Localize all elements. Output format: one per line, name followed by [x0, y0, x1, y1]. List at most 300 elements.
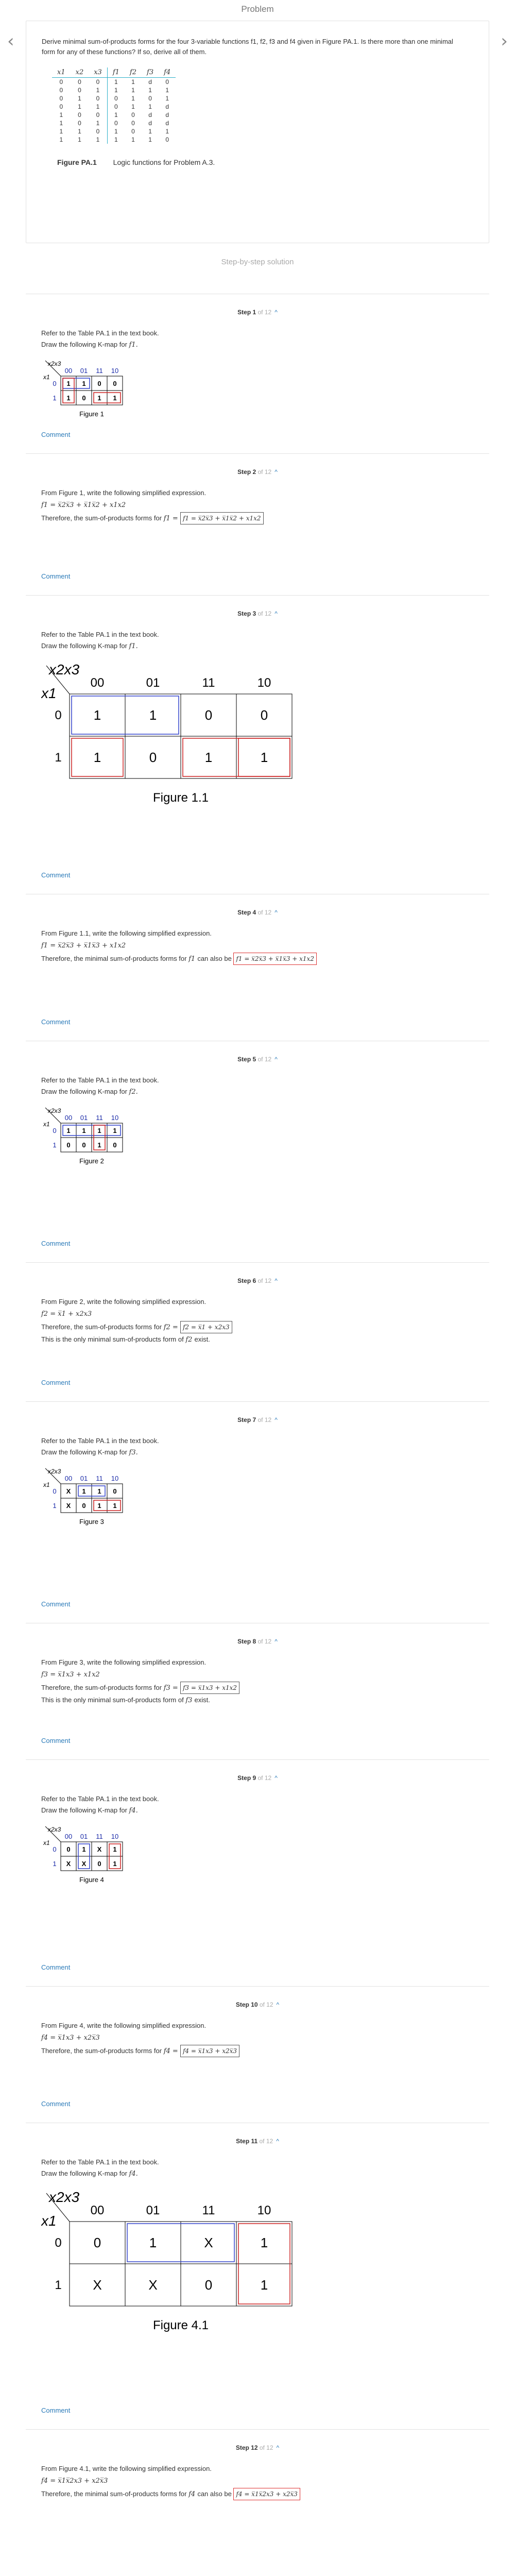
k-map-col-variable: x1: [43, 1121, 50, 1128]
k-map-col-label: 10: [257, 2204, 271, 2217]
step-count: of 12: [256, 468, 272, 476]
truth-table-cell: d: [148, 111, 152, 118]
k-map-cell: 0: [97, 380, 101, 387]
step-count: of 12: [256, 309, 272, 316]
k-map-col-label: 10: [111, 1833, 119, 1840]
comment-link[interactable]: Comment: [41, 1600, 71, 1608]
k-map-container: [41, 1464, 474, 1531]
step-number: Step 2: [237, 468, 256, 476]
step-count: of 12: [256, 1638, 272, 1645]
step-header[interactable]: [41, 2444, 474, 2451]
collapse-chevron-icon[interactable]: ^: [274, 1416, 278, 1423]
k-map-cell: 1: [113, 1845, 117, 1853]
step-instruction: Therefore, the sum-of-products forms for f1 = f1 = x̅2x̅3 + x̅1x̅2 + x1x2: [41, 512, 474, 524]
step-instruction: From Figure 4.1, write the following simplified expression.: [41, 2465, 212, 2472]
step-text: exist.: [194, 1696, 210, 1704]
truth-table-cell: 0: [78, 111, 81, 118]
truth-table-cell: 0: [59, 95, 63, 102]
step-card: [26, 2123, 489, 2429]
step-text: exist.: [194, 1335, 210, 1343]
step-header[interactable]: [41, 909, 474, 916]
truth-table-cell: 0: [107, 94, 125, 103]
k-map-col-label: 11: [96, 1833, 103, 1840]
k-map: [41, 357, 138, 420]
function-name: f4 =: [163, 2047, 180, 2055]
step-card: [26, 2429, 489, 2576]
step-header[interactable]: [41, 1416, 474, 1423]
truth-table-cell: 1: [107, 135, 125, 144]
k-map-col-variable: x1: [43, 1481, 50, 1488]
k-map-cell: 1: [82, 1845, 86, 1853]
k-map-row-label: 1: [55, 2278, 62, 2292]
step-header[interactable]: [41, 1774, 474, 1782]
truth-table-cell: 0: [78, 87, 81, 94]
step-header[interactable]: [41, 610, 474, 617]
function-name: f3 =: [163, 1684, 180, 1692]
k-map-col-variable: x1: [41, 685, 57, 701]
truth-table-row: [52, 103, 176, 111]
collapse-chevron-icon[interactable]: ^: [276, 2001, 280, 2008]
k-map-col-variable: x1: [41, 2213, 57, 2229]
truth-table-cell: 0: [59, 78, 63, 86]
simplified-expression: f3 = x̅1x3 + x1x2: [41, 1671, 100, 1679]
truth-table-header: x2: [71, 67, 89, 78]
k-map-cell: 1: [66, 380, 71, 387]
previous-arrow-icon[interactable]: ‹: [7, 31, 14, 52]
step-card: [26, 1759, 489, 1986]
k-map-col-label: 10: [111, 367, 119, 375]
step-card: [26, 1401, 489, 1623]
step-header[interactable]: [41, 309, 474, 316]
truth-table-cell: d: [148, 120, 152, 127]
k-map-cell: 1: [66, 394, 71, 402]
truth-table-cell: 0: [96, 78, 100, 86]
k-map-cell: 1: [113, 394, 117, 402]
k-map-cell: 1: [113, 1860, 117, 1868]
k-map-cell: X: [93, 2277, 102, 2293]
k-map: [41, 1104, 138, 1167]
comment-link[interactable]: Comment: [41, 1240, 71, 1247]
k-map-col-label: 11: [96, 1475, 103, 1482]
figure-title: Logic functions for Problem A.3.: [113, 158, 215, 166]
step-instruction: Therefore, the minimal sum-of-products forms for f4 can also be f4 = x̅1x̅2x3 + x2x̅3: [41, 2488, 474, 2500]
function-name: f2.: [129, 1088, 138, 1096]
truth-table: [52, 67, 176, 144]
k-map-cell: 0: [204, 707, 213, 723]
step-text: can also be: [197, 2490, 234, 2498]
step-card: [26, 453, 489, 595]
simplified-expression: f1 = x̅2x̅3 + x̅1x̅2 + x1x2: [41, 501, 126, 509]
simplified-expression: f4 = x̅1x3 + x2x̅3: [41, 2034, 100, 2042]
k-map-cell: 0: [260, 707, 268, 723]
k-map: [41, 658, 307, 809]
truth-table-cell: d: [148, 78, 152, 86]
function-name: f4.: [129, 2170, 138, 2178]
truth-table-row: [52, 135, 176, 144]
k-map-col-label: 01: [80, 1833, 88, 1840]
comment-link[interactable]: Comment: [41, 871, 71, 879]
step-count: of 12: [258, 2001, 273, 2008]
k-map-cell: 1: [82, 1127, 86, 1134]
step-header[interactable]: [41, 2001, 474, 2008]
truth-table-cell: 1: [78, 95, 81, 102]
page-header: Problem: [241, 4, 274, 14]
truth-table-header: f4: [159, 67, 176, 78]
step-text: can also be: [197, 955, 234, 962]
comment-link[interactable]: Comment: [41, 572, 71, 580]
collapse-chevron-icon[interactable]: ^: [276, 2138, 279, 2145]
k-map-row-label: 0: [55, 708, 62, 722]
k-map-col-label: 00: [64, 1475, 73, 1482]
step-instruction: Therefore, the minimal sum-of-products forms for f1 can also be f1 = x̅2x̅3 + x̅1x̅3 + x1x2: [41, 953, 474, 965]
collapse-chevron-icon[interactable]: ^: [274, 1277, 278, 1284]
function-name: f1.: [129, 341, 138, 349]
truth-table-cell: 0: [78, 120, 81, 127]
k-map-cell: 0: [82, 1141, 86, 1149]
truth-table-cell: 1: [107, 78, 125, 87]
truth-table-cell: 0: [59, 87, 63, 94]
k-map-col-label: 10: [111, 1114, 119, 1122]
truth-table-cell: 0: [148, 95, 152, 102]
step-instruction: Draw the following K-map for f3.: [41, 1448, 138, 1456]
truth-table-cell: 1: [131, 95, 135, 102]
step-number: Step 3: [237, 610, 256, 617]
collapse-chevron-icon[interactable]: ^: [274, 309, 278, 316]
step-instruction: From Figure 2, write the following simplified expression.: [41, 1298, 207, 1306]
step-card: [26, 1041, 489, 1262]
k-map-col-label: 11: [202, 2204, 215, 2217]
problem-text: Derive minimal sum-of-products forms for the four 3-variable functions f1, f2, f3 and f4 given in Figure PA.1. Is there more than one minimal form for any of these functions? If so, derive all of them.: [42, 38, 453, 56]
truth-table-cell: 0: [131, 111, 135, 118]
simplified-expression: f2 = x̅1 + x2x3: [41, 1310, 92, 1318]
k-map-cell: X: [81, 1860, 87, 1868]
function-name: f3: [185, 1697, 195, 1704]
step-instruction: Draw the following K-map for f2.: [41, 1088, 138, 1096]
k-map-cell: 0: [113, 1141, 117, 1149]
comment-link[interactable]: Comment: [41, 2100, 71, 2108]
answer-box: f1 = x̅2x̅3 + x̅1x̅3 + x1x2: [233, 953, 317, 965]
step-count: of 12: [256, 909, 272, 916]
truth-table-row: [52, 127, 176, 135]
step-number: Step 5: [237, 1056, 256, 1063]
step-count: of 12: [256, 1056, 272, 1063]
truth-table-cell: 1: [59, 111, 63, 118]
truth-table-header: f1: [107, 67, 125, 78]
step-instruction: From Figure 1.1, write the following simplified expression.: [41, 929, 212, 937]
step-number: Step 11: [236, 2138, 258, 2145]
k-map-row-label: 0: [53, 1127, 57, 1134]
k-map-row-label: 1: [53, 394, 57, 402]
step-header[interactable]: [41, 2138, 474, 2145]
truth-table-cell: 0: [131, 128, 135, 135]
k-map-cell: 1: [149, 707, 157, 723]
function-name: f1 =: [163, 515, 180, 522]
truth-table-cell: 1: [148, 103, 152, 110]
k-map-cell: 0: [113, 1487, 117, 1495]
step-header[interactable]: [41, 468, 474, 476]
step-count: of 12: [256, 1416, 272, 1423]
k-map-col-variable: x1: [43, 1839, 50, 1846]
k-map-caption: Figure 4.1: [152, 2318, 209, 2332]
step-instruction: Draw the following K-map for f1.: [41, 642, 138, 650]
k-map-cell: 0: [66, 1141, 71, 1149]
function-name: f1: [188, 955, 198, 963]
comment-link[interactable]: Comment: [41, 1379, 71, 1386]
answer-box: f1 = x̅2x̅3 + x̅1x̅2 + x1x2: [180, 512, 264, 524]
truth-table-cell: 0: [59, 103, 63, 110]
truth-table-cell: 1: [165, 128, 169, 135]
truth-table-cell: 1: [131, 87, 135, 94]
comment-link[interactable]: Comment: [41, 1963, 71, 1971]
k-map-cell: 1: [97, 1502, 101, 1510]
truth-table-cell: 1: [96, 120, 100, 127]
step-instruction: Therefore, the sum-of-products forms for f2 = f2 = x̅1 + x2x3: [41, 1321, 474, 1333]
k-map: [41, 1464, 138, 1528]
k-map-row-label: 0: [55, 2236, 62, 2250]
k-map-col-label: 11: [96, 1114, 103, 1122]
simplified-expression: f4 = x̅1x̅2x3 + x2x̅3: [41, 2477, 108, 2485]
k-map-cell: 1: [97, 1487, 101, 1495]
k-map-cell: 1: [66, 1127, 71, 1134]
step-count: of 12: [256, 1774, 272, 1782]
k-map-cell: X: [66, 1487, 71, 1495]
k-map-row-label: 0: [53, 1845, 57, 1853]
k-map-cell: 1: [82, 380, 86, 387]
step-instruction: This is the only minimal sum-of-products form of f2 exist.: [41, 1335, 210, 1344]
truth-table-cell: 1: [59, 136, 63, 143]
collapse-chevron-icon[interactable]: ^: [276, 2444, 280, 2451]
truth-table-cell: 1: [78, 103, 81, 110]
k-map-cell: X: [66, 1502, 71, 1510]
k-map-row-variable: x2x3: [48, 1826, 61, 1833]
k-map-cell: 1: [260, 2277, 268, 2293]
truth-table-cell: 0: [78, 78, 81, 86]
truth-table-cell: 0: [96, 128, 100, 135]
truth-table-cell: 0: [107, 119, 125, 127]
k-map-cell: X: [204, 2235, 213, 2250]
k-map-col-label: 00: [64, 1114, 73, 1122]
step-number: Step 12: [235, 2444, 258, 2451]
k-map-cell: 1: [97, 1141, 101, 1149]
truth-table-row: [52, 78, 176, 87]
step-instruction: Refer to the Table PA.1 in the text book.: [41, 1076, 159, 1084]
k-map-cell: 0: [82, 1502, 86, 1510]
k-map-row-variable: x2x3: [49, 662, 80, 677]
step-instruction: Draw the following K-map for f1.: [41, 341, 138, 349]
k-map-col-label: 01: [80, 367, 88, 375]
k-map-cell: X: [97, 1845, 102, 1853]
truth-table-cell: 1: [59, 128, 63, 135]
step-count: of 12: [258, 2138, 273, 2145]
truth-table-header: f3: [142, 67, 159, 78]
truth-table-cell: 1: [96, 87, 100, 94]
step-number: Step 7: [237, 1416, 256, 1423]
step-count: of 12: [256, 610, 272, 617]
truth-table-row: [52, 111, 176, 119]
truth-table-cell: 1: [131, 136, 135, 143]
k-map-cell: 1: [260, 750, 268, 765]
step-card: [26, 1262, 489, 1401]
step-number: Step 10: [235, 2001, 258, 2008]
truth-table-header: x3: [89, 67, 107, 78]
truth-table-cell: 1: [148, 136, 152, 143]
truth-table-cell: 0: [107, 103, 125, 111]
answer-box: f3 = x̅1x3 + x1x2: [180, 1682, 239, 1694]
collapse-chevron-icon[interactable]: ^: [274, 610, 278, 617]
comment-link[interactable]: Comment: [41, 2406, 71, 2414]
k-map-cell: 0: [113, 380, 117, 387]
step-instruction: This is the only minimal sum-of-products form of f3 exist.: [41, 1696, 210, 1704]
truth-table-cell: 1: [78, 136, 81, 143]
step-instruction: Refer to the Table PA.1 in the text book.: [41, 2158, 159, 2166]
k-map-cell: 1: [260, 2235, 268, 2250]
k-map-cell: 1: [113, 1502, 117, 1510]
k-map-cell: 1: [113, 1127, 117, 1134]
truth-table-row: [52, 94, 176, 103]
k-map-container: [41, 1822, 474, 1889]
k-map-caption: Figure 3: [79, 1518, 104, 1526]
step-header[interactable]: [41, 1638, 474, 1645]
k-map-caption: Figure 4: [79, 1876, 104, 1884]
k-map-row-label: 1: [55, 751, 62, 765]
truth-table-cell: 1: [96, 103, 100, 110]
k-map: [41, 2185, 307, 2337]
collapse-chevron-icon[interactable]: ^: [274, 909, 278, 916]
answer-box: f4 = x̅1x̅2x3 + x2x̅3: [233, 2488, 300, 2500]
k-map-container: [41, 658, 474, 812]
step-card: [26, 894, 489, 1041]
k-map-caption: Figure 2: [79, 1157, 104, 1165]
truth-table-cell: 0: [131, 120, 135, 127]
truth-table-header: x1: [52, 67, 71, 78]
step-instruction: From Figure 1, write the following simplified expression.: [41, 489, 207, 497]
k-map-col-label: 00: [90, 2204, 105, 2217]
function-name: f2: [185, 1336, 195, 1344]
truth-table-cell: 0: [96, 95, 100, 102]
k-map-container: [41, 357, 474, 423]
truth-table-row: [52, 86, 176, 94]
k-map-col-label: 01: [80, 1114, 88, 1122]
truth-table-cell: 1: [148, 87, 152, 94]
k-map-caption: Figure 1.1: [152, 791, 209, 805]
k-map-col-label: 11: [202, 676, 215, 690]
figure-caption: [57, 158, 473, 166]
k-map-cell: 1: [97, 1127, 101, 1134]
step-number: Step 9: [237, 1774, 256, 1782]
truth-table-cell: 0: [96, 111, 100, 118]
step-instruction: Draw the following K-map for f4.: [41, 2170, 138, 2178]
step-instruction: Refer to the Table PA.1 in the text book.: [41, 1795, 159, 1803]
k-map-cell: 0: [149, 750, 157, 765]
truth-table-cell: 1: [78, 128, 81, 135]
truth-table-cell: 1: [107, 127, 125, 135]
comment-link[interactable]: Comment: [41, 431, 71, 438]
function-name: f4.: [129, 1807, 138, 1815]
figure-label: Figure PA.1: [57, 158, 97, 166]
truth-table-cell: 1: [165, 87, 169, 94]
truth-table-header: f2: [125, 67, 142, 78]
k-map-row-label: 0: [53, 1487, 57, 1495]
truth-table-row: [52, 119, 176, 127]
collapse-chevron-icon[interactable]: ^: [274, 1638, 278, 1645]
function-name: f4: [188, 2490, 198, 2498]
k-map-row-label: 0: [53, 380, 57, 387]
simplified-expression: f1 = x̅2x̅3 + x̅1x̅3 + x1x2: [41, 942, 126, 950]
k-map-col-label: 00: [64, 367, 73, 375]
step-header[interactable]: [41, 1056, 474, 1063]
collapse-chevron-icon[interactable]: ^: [274, 1774, 278, 1782]
step-instruction: Therefore, the sum-of-products forms for f3 = f3 = x̅1x3 + x1x2: [41, 1682, 474, 1694]
next-arrow-icon[interactable]: ›: [501, 31, 508, 52]
comment-link[interactable]: Comment: [41, 1018, 71, 1026]
k-map-cell: 0: [93, 2235, 101, 2250]
step-instruction: Refer to the Table PA.1 in the text book.: [41, 631, 159, 638]
solution-title: Step-by-step solution: [221, 258, 294, 266]
k-map-caption: Figure 1: [79, 410, 104, 418]
truth-table-cell: 0: [165, 136, 169, 143]
truth-table-cell: d: [165, 111, 169, 118]
step-number: Step 4: [237, 909, 256, 916]
k-map-row-variable: x2x3: [48, 1468, 61, 1475]
k-map-row-variable: x2x3: [49, 2189, 80, 2205]
truth-table-cell: 1: [96, 136, 100, 143]
comment-link[interactable]: Comment: [41, 1737, 71, 1744]
k-map-row-label: 1: [53, 1141, 57, 1149]
truth-table-cell: 1: [131, 78, 135, 86]
step-instruction: Therefore, the sum-of-products forms for f4 = f4 = x̅1x3 + x2x̅3: [41, 2045, 474, 2057]
step-instruction: Refer to the Table PA.1 in the text book.: [41, 1437, 159, 1445]
truth-table-cell: 1: [165, 95, 169, 102]
k-map-col-label: 00: [90, 676, 105, 690]
collapse-chevron-icon[interactable]: ^: [274, 468, 278, 476]
step-instruction: Draw the following K-map for f4.: [41, 1806, 138, 1815]
step-card: [26, 1986, 489, 2123]
truth-table-cell: 1: [107, 111, 125, 119]
k-map-col-label: 10: [257, 676, 271, 690]
step-instruction: From Figure 4, write the following simplified expression.: [41, 2022, 207, 2029]
step-card: [26, 595, 489, 894]
k-map-cell: X: [66, 1860, 71, 1868]
k-map-row-label: 1: [53, 1860, 57, 1868]
truth-table-cell: d: [165, 103, 169, 110]
k-map-cell: 1: [204, 750, 213, 765]
step-card: [26, 1623, 489, 1759]
k-map-cell: 0: [97, 1860, 101, 1868]
k-map-row-variable: x2x3: [48, 1107, 61, 1114]
k-map-row-variable: x2x3: [48, 360, 61, 367]
step-header[interactable]: [41, 1277, 474, 1284]
k-map-col-variable: x1: [43, 374, 50, 381]
k-map-col-label: 11: [96, 367, 103, 375]
step-count: of 12: [256, 1277, 272, 1284]
k-map-col-label: 01: [146, 676, 160, 690]
k-map-cell: 0: [66, 1845, 71, 1853]
k-map-cell: 0: [82, 394, 86, 402]
answer-box: f2 = x̅1 + x2x3: [180, 1321, 232, 1333]
answer-box: f4 = x̅1x3 + x2x̅3: [180, 2045, 239, 2057]
function-name: f2 =: [163, 1324, 180, 1331]
k-map-cell: 1: [97, 394, 101, 402]
function-name: f1.: [129, 642, 138, 650]
truth-table-cell: 1: [59, 120, 63, 127]
k-map-container: [41, 2185, 474, 2340]
collapse-chevron-icon[interactable]: ^: [274, 1056, 278, 1063]
step-card: [26, 294, 489, 453]
k-map-cell: X: [148, 2277, 158, 2293]
truth-table-cell: d: [165, 120, 169, 127]
k-map-cell: 1: [82, 1487, 86, 1495]
step-number: Step 8: [237, 1638, 256, 1645]
